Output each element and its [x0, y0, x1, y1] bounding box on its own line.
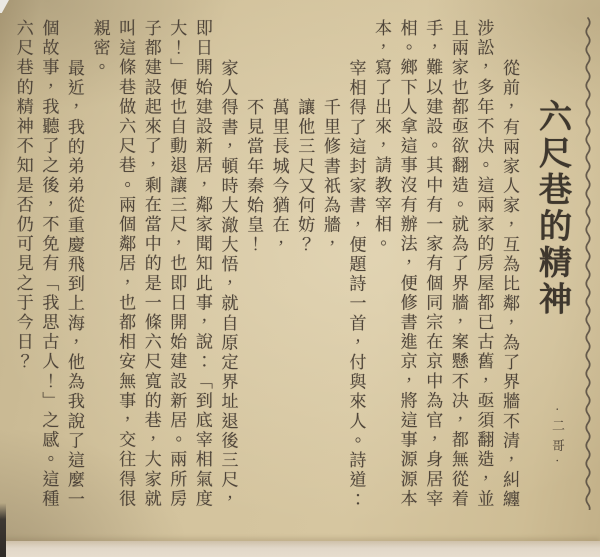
- paragraph-3: 家人得書，頓時大澈大悟，就自原定界址退後三尺，即日開始建設新居，鄰家聞知此事，說：「到底宰相氣度大！」便也自動退讓三尺，也即日開始建設新居。兩所房子都建設起來了，剩在當中的是一條六尺寬的巷，大家就叫這條巷做六尺巷。兩個鄰居，也都相安無事，交往得很親密。: [90, 19, 238, 510]
- page-bottom-band: [0, 541, 600, 557]
- poem-line-1: 千里修書祇為牆，: [320, 98, 340, 255]
- paragraph-2: 宰相得了這封家書，便題詩一首，付與來人。詩道：: [346, 59, 366, 510]
- paragraph-4: 最近，我的弟弟從重慶飛到上海，他為我說了這麼一個故事，我聽了之後，不免有「我思古人！」之感。這種六尺巷的精神不知是否仍可見之于今日？: [13, 19, 84, 510]
- article-author: ·二哥·: [550, 407, 565, 470]
- paragraph-1: 從前，有兩家人家，互為比鄰，為了界牆不清，糾纏涉訟，多年不决。這兩家的房屋都已古舊，亟須翻造，並且兩家也都亟欲翻造。就為了界牆，案懸不决，都無從着手，難以建設。其中有一家有個同宗在京中為官，身居宰相。鄉下人拿這事沒有辦法，便修書進京，將這事源源本本，寫了出來，請教宰相。: [372, 19, 519, 510]
- poem-line-3: 萬里長城今猶在，: [269, 98, 289, 255]
- article-title: 六尺巷的精神: [534, 99, 570, 318]
- article-body: [8, 19, 522, 522]
- poem: [240, 19, 342, 522]
- poem-line-4: 不見當年秦始皇！: [244, 98, 264, 255]
- poem-line-2: 讓他三尺又何妨？: [295, 98, 315, 255]
- wavy-border-line: [582, 16, 594, 510]
- top-left-paper-nick: [0, 0, 9, 13]
- wavy-border-path: [586, 18, 589, 510]
- bottom-left-edge-shadow: [0, 503, 6, 557]
